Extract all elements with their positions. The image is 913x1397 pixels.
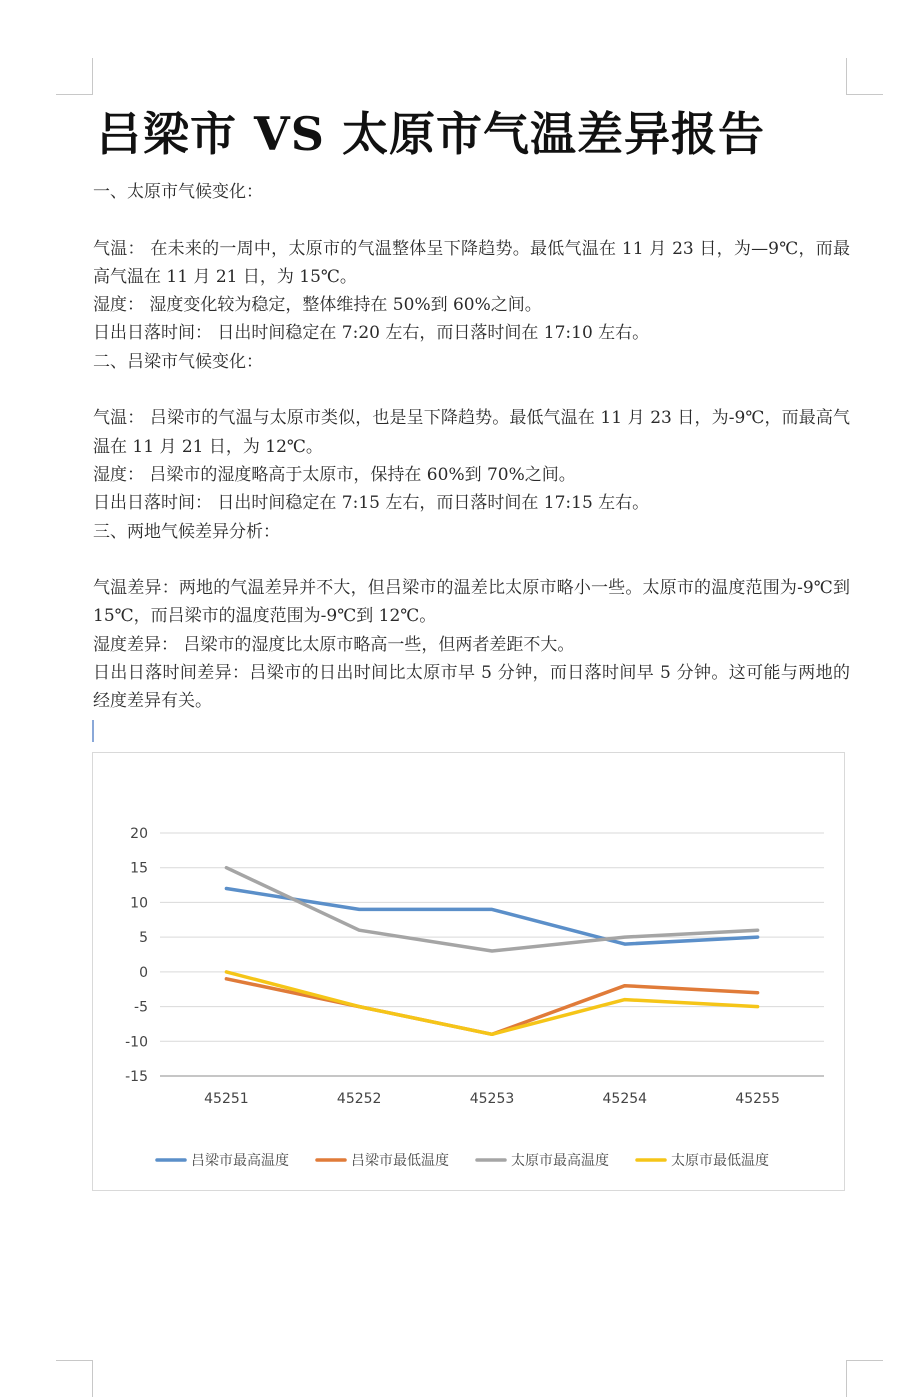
paragraph-taiyuan-sun: 日出日落时间： 日出时间稳定在 7:20 左右，而日落时间在 17:10 左右。 <box>93 319 850 347</box>
page-corner-mark-top-left <box>56 58 93 95</box>
legend-label: 太原市最高温度 <box>511 1152 609 1169</box>
y-tick-label: -5 <box>134 1000 148 1016</box>
y-tick-label: -10 <box>125 1034 148 1050</box>
paragraph-taiyuan-temperature: 气温： 在未来的一周中，太原市的气温整体呈下降趋势。最低气温在 11 月 23 日，为—9℃，而最高气温在 11 月 21 日，为 15℃。 <box>93 235 850 292</box>
x-tick-label: 45251 <box>204 1091 249 1107</box>
x-tick-label: 45253 <box>470 1091 515 1107</box>
chart-canvas <box>93 753 846 1192</box>
page-corner-mark-top-right <box>846 58 883 95</box>
section-heading-difference: 三、两地气候差异分析： <box>93 518 850 546</box>
paragraph-humidity-difference: 湿度差异： 吕梁市的湿度比太原市略高一些，但两者差距不大。 <box>93 631 850 659</box>
paragraph-lvliang-temperature: 气温： 吕梁市的气温与太原市类似，也是呈下降趋势。最低气温在 11 月 23 日，为-9℃，而最高气温在 11 月 21 日，为 12℃。 <box>93 404 850 461</box>
paragraph-sun-difference: 日出日落时间差异：吕梁市的日出时间比太原市早 5 分钟，而日落时间早 5 分钟。这可能与两地的经度差异有关。 <box>93 659 850 716</box>
section-heading-taiyuan: 一、太原市气候变化： <box>93 178 850 206</box>
y-tick-label: 20 <box>130 826 148 842</box>
paragraph-lvliang-humidity: 湿度： 吕梁市的湿度略高于太原市，保持在 60%到 70%之间。 <box>93 461 850 489</box>
paragraph-taiyuan-humidity: 湿度： 湿度变化较为稳定，整体维持在 50%到 60%之间。 <box>93 291 850 319</box>
x-tick-label: 45252 <box>337 1091 382 1107</box>
page-corner-mark-bottom-right <box>846 1360 883 1397</box>
y-tick-label: 10 <box>130 895 148 911</box>
legend-label: 吕梁市最高温度 <box>191 1152 289 1169</box>
document-title: 吕梁市 VS 太原市气温差异报告 <box>96 104 856 164</box>
paragraph-lvliang-sun: 日出日落时间： 日出时间稳定在 7:15 左右，而日落时间在 17:15 左右。 <box>93 489 850 517</box>
temperature-line-chart[interactable] <box>92 752 845 1191</box>
x-tick-label: 45255 <box>735 1091 780 1107</box>
text-cursor <box>92 720 94 742</box>
x-tick-label: 45254 <box>603 1091 648 1107</box>
y-tick-label: 5 <box>139 930 148 946</box>
legend-label: 吕梁市最低温度 <box>351 1152 449 1169</box>
blank-line <box>93 376 850 404</box>
y-tick-label: 15 <box>130 861 148 877</box>
paragraph-temperature-difference: 气温差异：两地的气温差异并不大，但吕梁市的温差比太原市略小一些。太原市的温度范围为-9℃到 15℃，而吕梁市的温度范围为-9℃到 12℃。 <box>93 574 850 631</box>
page-corner-mark-bottom-left <box>56 1360 93 1397</box>
section-heading-lvliang: 二、吕梁市气候变化： <box>93 348 850 376</box>
blank-line <box>93 546 850 574</box>
legend-label: 太原市最低温度 <box>671 1152 769 1169</box>
y-tick-label: -15 <box>125 1069 148 1085</box>
document-body[interactable] <box>93 178 850 716</box>
y-tick-label: 0 <box>139 965 148 981</box>
series-line <box>226 972 757 1034</box>
blank-line <box>93 206 850 234</box>
